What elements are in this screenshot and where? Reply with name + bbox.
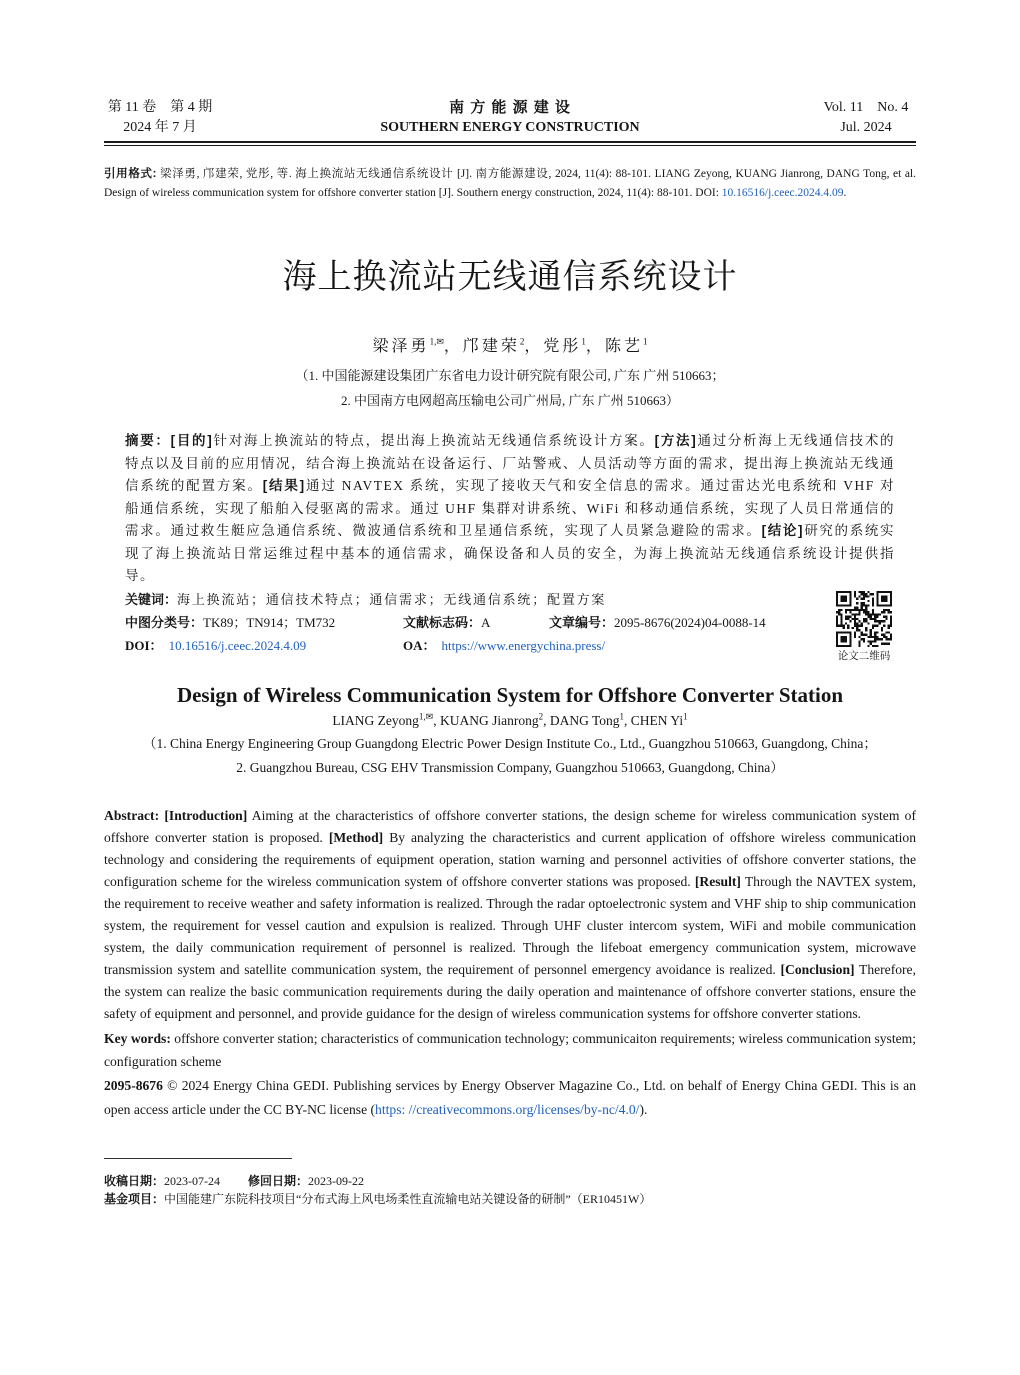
author-name-en: LIANG Zeyong [332, 712, 419, 728]
doc-code-label: 文献标志码： [403, 614, 482, 630]
received-date: 2023-07-24 [164, 1173, 221, 1188]
date-en: Jul. 2024 [840, 120, 892, 135]
doc-code-field [403, 611, 549, 634]
doi-field [125, 634, 403, 657]
abstract-cn-tag: [结果] [262, 478, 306, 493]
author-name-cn: 陈艺 [604, 338, 643, 355]
abstract-cn-text: 研究的系统实现了海上换流站日常运维过程中基本的通信需求，确保设备和人员的安全，为海上换流站无线通信系统设计提供指导。 [125, 523, 896, 583]
keywords-cn-label: 关键词： [125, 591, 178, 607]
footnotes [104, 1172, 916, 1208]
citation-end: . [843, 186, 847, 199]
affiliation-en-line: （1. China Energy Engineering Group Guangdong Electric Power Design Institute Co., Ltd., Guangzhou 510663, Guangdong, China； [143, 735, 877, 751]
article-no-field [549, 615, 766, 630]
keywords-cn-text: 海上换流站；通信技术特点；通信需求；无线通信系统；配置方案 [177, 591, 607, 607]
citation-label: 引用格式: [104, 168, 157, 180]
author-separator: ， [585, 338, 605, 355]
citation-doi-link[interactable]: 10.16516/j.ceec.2024.4.09 [721, 186, 844, 199]
abstract-en [104, 805, 916, 1025]
keywords-en [104, 1027, 916, 1073]
authors-cn [104, 335, 916, 359]
author-sup: 1 [581, 336, 586, 347]
abstract-en-tag: [Result] [694, 873, 741, 889]
author-sup: 2 [538, 711, 544, 721]
funding-label: 基金项目： [104, 1191, 165, 1206]
abstract-en-label: Abstract: [104, 807, 160, 823]
abstract-cn-tag: [方法] [654, 433, 698, 448]
author-separator: , [433, 712, 440, 728]
doi-label: DOI： [125, 637, 163, 653]
volume-issue-en: Vol. 11 No. 4 [823, 100, 909, 115]
abstract-cn-tag: [目的] [170, 433, 214, 448]
title-en: Design of Wireless Communication System for Offshore Converter Station [176, 682, 844, 707]
copyright-notice [104, 1074, 916, 1122]
keywords-cn-row [125, 588, 895, 611]
affiliation-en-line: 2. Guangzhou Bureau, CSG EHV Transmission Company, Guangzhou 510663, Guangdong, China） [236, 759, 784, 775]
affiliation-cn-line: （1. 中国能源建设集团广东省电力设计研究院有限公司, 广东 广州 510663； [295, 368, 725, 383]
revised-date: 2023-09-22 [308, 1173, 365, 1188]
affiliations-cn [104, 363, 916, 413]
author-sup: 1,✉ [418, 711, 434, 721]
doc-code-value: A [481, 614, 491, 630]
copyright-end: ). [639, 1101, 648, 1117]
abstract-cn-text: 通过分析海上无线通信技术的特点以及目前的应用情况，结合海上换流站在设备运行、厂站警戒、人员活动等方面的需求，提出海上换流站无线通信系统的配置方案。 [125, 433, 896, 493]
author-sup: 1 [642, 336, 648, 347]
abstract-en-text: Therefore, the system can realize the basic communication requirements during the daily operation and maintenance of offshore converter stations, ensure the safety of equipment and personnel, and provide guidance for the design of wireless communication systems for offshore converter stations. [104, 961, 916, 1021]
article-metadata [125, 588, 895, 662]
header-right [818, 98, 914, 138]
copyright-issn: 2095-8676 [104, 1077, 163, 1093]
funding-row [104, 1190, 916, 1208]
author-separator: ， [524, 338, 544, 355]
header-double-rule [104, 141, 916, 146]
clc-field [125, 611, 403, 634]
article-no-value: 2095-8676(2024)04-0088-14 [614, 614, 766, 630]
abstract-en-tag: [Method] [328, 829, 384, 845]
affiliation-cn-line: 2. 中国南方电网超高压输电公司广州局, 广东 广州 510663） [340, 393, 679, 408]
journal-name-cn: 南 方 能 源 建 设 [449, 99, 571, 116]
funding-text: 中国能建广东院科技项目“分布式海上风电场柔性直流输电站关键设备的研制”（ER10451W） [164, 1191, 652, 1206]
classification-row [125, 611, 895, 634]
qr-code [836, 591, 892, 647]
author-name-cn: 邝建荣 [462, 338, 520, 355]
citation-text: 梁泽勇, 邝建荣, 党彤, 等. 海上换流站无线通信系统设计 [J]. 南方能源建设, 2024, 11(4): 88-101. LIANG Zeyong, KUANG Jianrong, DANG Tong, et al. Design of wireless communication system for offshore converter station [J]. Southern energy construction, 2024, 11(4): 88-101. DOI: [104, 168, 917, 199]
abstract-en-text: Aiming at the characteristics of offshore converter stations, the design scheme for wireless communication system of offshore converter station is proposed. [104, 807, 917, 845]
abstract-cn-text: 针对海上换流站的特点，提出海上换流站无线通信系统设计方案。 [213, 433, 655, 448]
abstract-cn [125, 430, 895, 588]
abstract-en-text: Through the NAVTEX system, the requirement to receive weather and safety information is realized. Through the radar optoelectronic system and VHF ship to ship communication system, the requirement for vessel caution and expulsion is realized. Through UHF cluster intercom system, WiFi and mobile communication system, the daily communication requirement of personnel is realized. Through the lifeboat emergency communication system, microwave transmission system and satellite communication system, the requirement of personnel emergency avoidance is realized. [104, 873, 916, 977]
journal-name-en: SOUTHERN ENERGY CONSTRUCTION [380, 120, 640, 135]
license-link[interactable]: https: //creativecommons.org/licenses/by-nc/4.0/ [375, 1101, 640, 1117]
abstract-en-text: By analyzing the characteristics and current application of offshore wireless communication technology and considering the requirements of equipment operation, station warning and personnel activities of offshore converter stations, the configuration scheme for the wireless communication system of offshore converter stations was proposed. [104, 829, 917, 889]
authors-en [104, 710, 916, 732]
header-center [104, 98, 916, 138]
abstract-cn-tag: [结论] [761, 523, 805, 538]
dates-row [104, 1172, 916, 1190]
running-header [104, 98, 916, 138]
qr-code-caption: 论文二维码 [837, 650, 891, 662]
received-label: 收稿日期： [104, 1173, 165, 1188]
copyright-text: © 2024 Energy China GEDI. Publishing services by Energy Observer Magazine Co., Ltd. on behalf of Energy China GEDI. This is an open access article under the CC BY-NC license ( [104, 1077, 916, 1117]
abstract-en-tag: [Conclusion] [780, 961, 855, 977]
author-separator: , [543, 712, 550, 728]
author-name-en: DANG Tong [549, 712, 620, 728]
keywords-en-label: Key words: [104, 1030, 171, 1046]
keywords-en-text: offshore converter station; characteristics of communication technology; communicaiton requirements; wireless communication system; configuration scheme [104, 1030, 917, 1069]
article-no-label: 文章编号： [549, 614, 615, 630]
clc-label: 中图分类号： [125, 614, 204, 630]
volume-issue-cn: 第 11 卷 第 4 期 [107, 100, 213, 115]
revised-label: 修回日期： [248, 1173, 309, 1188]
oa-field [403, 638, 605, 653]
title-cn: 海上换流站无线通信系统设计 [282, 258, 738, 296]
author-sup: 2 [519, 336, 525, 347]
date-cn: 2024 年 7 月 [123, 120, 197, 135]
doi-link[interactable]: 10.16516/j.ceec.2024.4.09 [168, 637, 307, 653]
author-sup: 1,✉ [429, 336, 444, 347]
doi-row [125, 634, 895, 657]
affiliations-en [104, 732, 916, 780]
author-name-en: CHEN Yi [630, 712, 684, 728]
citation-format [104, 165, 916, 202]
author-sup: 1 [683, 711, 688, 721]
clc-value: TK89；TN914；TM732 [203, 614, 336, 630]
oa-link[interactable]: https://www.energychina.press/ [441, 637, 606, 653]
footnote-rule [104, 1158, 292, 1159]
abstract-cn-text: 通过 NAVTEX 系统，实现了接收天气和安全信息的需求。通过雷达光电系统和 VHF 对船通信系统，实现了船舶入侵驱离的需求。通过 UHF 集群对讲系统、WiFi 和移动通信系统，实现了人员日常通信的需求。通过救生艇应急通信系统、微波通信系统和卫星通信系统，实现了人员紧急避险的需求。 [125, 478, 895, 538]
author-separator: ， [443, 338, 463, 355]
abstract-en-tag: [Introduction] [164, 807, 248, 823]
abstract-cn-label: 摘要： [125, 433, 171, 448]
author-sup: 1 [619, 711, 625, 721]
author-name-cn: 党彤 [543, 338, 582, 355]
author-name-cn: 梁泽勇 [372, 338, 430, 355]
author-name-en: KUANG Jianrong [439, 712, 539, 728]
author-separator: , [624, 712, 631, 728]
oa-label: OA： [403, 637, 436, 653]
